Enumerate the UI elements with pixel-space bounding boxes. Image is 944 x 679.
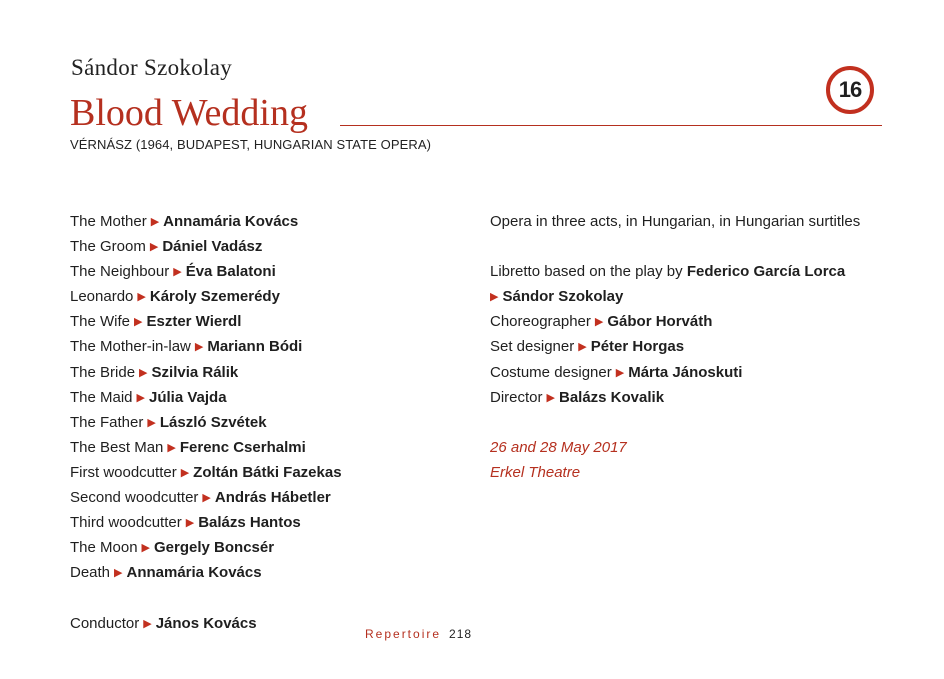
cast-line [70,360,470,385]
cast-role: The Groom [70,238,146,256]
credit-line [490,385,910,410]
triangle-right-icon: ▶ [114,567,123,580]
cast-line [70,385,470,410]
cast-role: Leonardo [70,288,134,306]
production-info [490,209,910,485]
cast-performer: Annamária Kovács [163,213,299,230]
cast-role: Death [70,564,111,582]
cast-line [70,485,470,510]
triangle-right-icon: ▶ [185,517,195,530]
cast-performer: László Szvétek [159,413,267,431]
libretto-line [490,259,910,284]
cast-role: The Wife [70,313,131,331]
opera-title: Blood Wedding [70,92,308,134]
triangle-right-icon: ▶ [150,216,160,228]
conductor-name: János Kovács [155,614,257,632]
cast-role: The Mother-in-law [70,338,191,356]
triangle-right-icon: ▶ [141,542,151,555]
triangle-right-icon: ▶ [546,391,555,404]
triangle-right-icon: ▶ [173,266,182,279]
libretto-adapter: Sándor Szokolay [502,288,624,306]
spacer [490,410,910,435]
cast-line [70,309,470,334]
opera-subtitle: VÉRNÁSZ (1964, BUDAPEST, HUNGARIAN STATE OPERA) [70,137,432,152]
page-number: 218 [449,627,473,641]
cast-performer: Annamária Kovács [126,564,262,582]
cast-performer: Ferenc Cserhalmi [179,438,306,456]
credit-line [490,309,910,334]
triangle-right-icon: ▶ [180,466,190,479]
cast-performer: Gergely Boncsér [154,539,275,557]
triangle-right-icon: ▶ [194,341,204,354]
age-rating-badge: 16 [826,66,874,114]
cast-line [70,510,470,535]
credit-person: Péter Horgas [590,338,685,356]
cast-performer: Éva Balatoni [185,263,276,281]
cast-line [70,334,470,359]
cast-role: First woodcutter [70,463,177,481]
credit-person: Márta Jánoskuti [628,363,743,381]
triangle-right-icon: ▶ [202,492,211,505]
triangle-right-icon: ▶ [147,416,156,429]
cast-line [70,535,470,560]
cast-performer: Eszter Wierdl [146,313,242,331]
credit-person: Balázs Kovalik [558,388,665,406]
credit-role: Choreographer [490,313,591,331]
libretto-adapter-line [490,284,910,309]
triangle-right-icon: ▶ [615,366,625,379]
triangle-right-icon: ▶ [143,617,152,630]
triangle-right-icon: ▶ [490,291,499,304]
performance-dates: 26 and 28 May 2017 [490,438,627,456]
cast-line [70,435,470,460]
credit-line [490,334,910,359]
cast-line [70,284,470,309]
conductor-role: Conductor [70,614,140,632]
cast-list [70,209,470,636]
credit-person: Gábor Horváth [607,313,713,331]
cast-line [70,234,470,259]
cast-role: The Father [70,413,144,431]
cast-line [70,259,470,284]
cast-line [70,410,470,435]
title-rule [340,125,882,126]
triangle-right-icon: ▶ [594,316,604,329]
cast-role: The Maid [70,388,133,406]
cast-performer: Dániel Vadász [162,238,263,256]
cast-performer: Mariann Bódi [207,338,303,356]
section-label: Repertoire [365,627,442,641]
cast-role: Third woodcutter [70,514,182,532]
triangle-right-icon: ▶ [137,291,146,304]
triangle-right-icon: ▶ [149,241,159,254]
libretto-author: Federico García Lorca [686,263,846,281]
triangle-right-icon: ▶ [136,391,145,404]
cast-role: The Best Man [70,438,164,456]
credit-role: Director [490,388,543,406]
cast-performer: Szilvia Rálik [151,363,239,381]
cast-performer: Károly Szemerédy [149,288,280,306]
cast-line [70,209,470,234]
venue: Erkel Theatre [490,463,581,481]
triangle-right-icon: ▶ [578,341,587,354]
spacer [70,585,470,610]
cast-role: The Moon [70,539,138,557]
credit-line [490,360,910,385]
page-footer [365,627,472,641]
cast-role: The Neighbour [70,263,170,281]
opera-description: Opera in three acts, in Hungarian, in Hungarian surtitles [490,213,861,230]
cast-role: Second woodcutter [70,489,199,507]
cast-line [70,560,470,585]
cast-performer: Júlia Vajda [149,388,227,406]
cast-line [70,460,470,485]
cast-performer: Balázs Hantos [198,514,301,532]
credit-role: Costume designer [490,363,612,381]
cast-role: The Mother [70,213,147,230]
cast-performer: András Hábetler [214,489,331,507]
libretto-text: Libretto based on the play by [490,263,683,281]
cast-performer: Zoltán Bátki Fazekas [193,463,342,481]
composer-name: Sándor Szokolay [71,55,233,80]
credit-role: Set designer [490,338,575,356]
spacer [490,234,910,259]
triangle-right-icon: ▶ [139,366,148,379]
cast-role: The Bride [70,363,136,381]
triangle-right-icon: ▶ [134,316,143,329]
triangle-right-icon: ▶ [167,441,176,454]
